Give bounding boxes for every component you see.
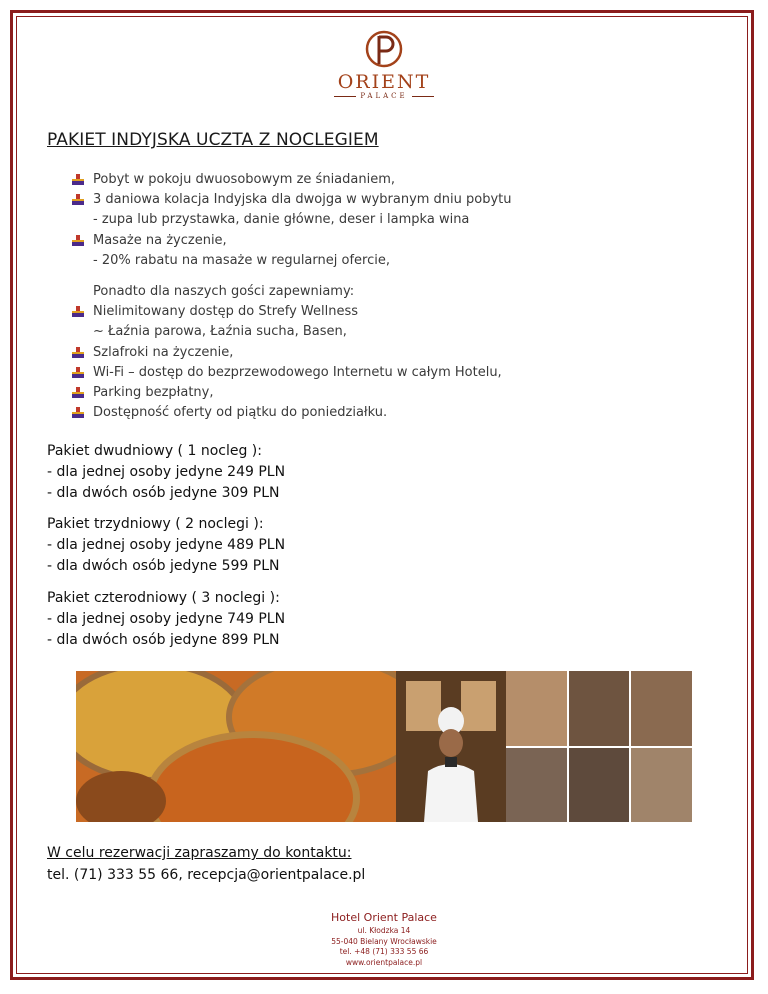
- pointing-hand-bullet-icon: [71, 406, 85, 420]
- package-three-day: [47, 514, 285, 577]
- list-item: [71, 231, 512, 251]
- list-item-text: 3 daniowa kolacja Indyjska dla dwojga w wybranym dniu pobytu: [93, 192, 512, 208]
- list-item-text: Dostępność oferty od piątku do poniedziałku.: [93, 405, 388, 421]
- list-item-text: Wi-Fi – dostęp do bezprzewodowego Internetu w całym Hotelu,: [93, 364, 502, 380]
- hotel-footer: [284, 910, 484, 968]
- footer-city: 55-040 Bielany Wrocławskie: [331, 936, 437, 946]
- pointing-hand-bullet-icon: [71, 234, 85, 248]
- logo-subtitle: PALACE: [318, 92, 450, 100]
- pointing-hand-bullet-icon: [71, 346, 85, 360]
- pointing-hand-bullet-icon: [71, 386, 85, 400]
- package-two-day: [47, 441, 285, 504]
- logo-wordmark: ORIENT: [337, 71, 431, 93]
- orient-palace-logo-icon: [362, 28, 406, 70]
- list-item: [71, 383, 502, 403]
- package-name: Pakiet trzydniowy ( 2 noclegi ):: [47, 516, 264, 532]
- list-item-text: Parking bezpłatny,: [93, 385, 214, 401]
- package-name: Pakiet czterodniowy ( 3 noclegi ):: [47, 590, 280, 606]
- list-item: [71, 403, 502, 423]
- guest-amenities-list: [71, 282, 502, 423]
- list-item-text: - 20% rabatu na masaże w regularnej ofercie,: [93, 252, 390, 268]
- list-item: [71, 170, 512, 190]
- pointing-hand-bullet-icon: [71, 173, 85, 187]
- list-item-text: Pobyt w pokoju dwuosobowym ze śniadaniem,: [93, 172, 396, 187]
- package-price-single: - dla jednej osoby jedyne 749 PLN: [47, 611, 286, 627]
- package-price-double: - dla dwóch osób jedyne 309 PLN: [47, 485, 280, 501]
- footer-street: ul. Kłodzka 14: [357, 926, 411, 935]
- orient-palace-logo: [318, 28, 450, 102]
- list-item-text: Masaże na życzenie,: [93, 232, 227, 248]
- list-item: [71, 343, 502, 363]
- offer-includes-list: [71, 170, 512, 271]
- list-item: [71, 322, 502, 342]
- package-name: Pakiet dwudniowy ( 1 nocleg ):: [47, 443, 262, 459]
- list-item: [71, 302, 502, 322]
- pointing-hand-bullet-icon: [71, 366, 85, 380]
- package-price-double: - dla dwóch osób jedyne 599 PLN: [47, 558, 280, 574]
- list-item-text: Szlafroki na życzenie,: [93, 344, 234, 360]
- list-item-text: - zupa lub przystawka, danie główne, deser i lampka wina: [93, 212, 470, 228]
- list-item-text: ~ Łaźnia parowa, Łaźnia sucha, Basen,: [93, 324, 347, 340]
- list-item: [71, 363, 502, 383]
- list-item-text: Nielimitowany dostęp do Strefy Wellness: [93, 304, 359, 320]
- pointing-hand-bullet-icon: [71, 193, 85, 207]
- package-four-day: [47, 588, 285, 651]
- food-and-chef-photo-collage: [76, 671, 692, 822]
- list-item: [71, 190, 512, 210]
- offer-title: PAKIET INDYJSKA UCZTA Z NOCLEGIEM: [47, 130, 379, 150]
- reservation-contact: [47, 842, 365, 886]
- footer-hotel-name: Hotel Orient Palace: [331, 911, 437, 924]
- footer-phone: tel. +48 (71) 333 55 66: [339, 947, 429, 956]
- buffet-photos: [506, 671, 692, 822]
- footer-website[interactable]: www.orientpalace.pl: [345, 957, 423, 967]
- amenities-heading: Ponadto dla naszych gości zapewniamy:: [93, 284, 355, 299]
- package-price-single: - dla jednej osoby jedyne 489 PLN: [47, 537, 286, 553]
- pointing-hand-bullet-icon: [71, 305, 85, 319]
- contact-details[interactable]: tel. (71) 333 55 66, recepcja@orientpalace.pl: [47, 867, 366, 883]
- contact-heading: W celu rezerwacji zapraszamy do kontaktu:: [47, 845, 352, 861]
- list-item: [71, 210, 512, 230]
- list-item: [71, 251, 512, 271]
- package-price-double: - dla dwóch osób jedyne 899 PLN: [47, 632, 280, 648]
- chef-photo: [396, 671, 506, 822]
- package-price-single: - dla jednej osoby jedyne 249 PLN: [47, 464, 286, 480]
- indian-dishes-photo: [76, 671, 396, 822]
